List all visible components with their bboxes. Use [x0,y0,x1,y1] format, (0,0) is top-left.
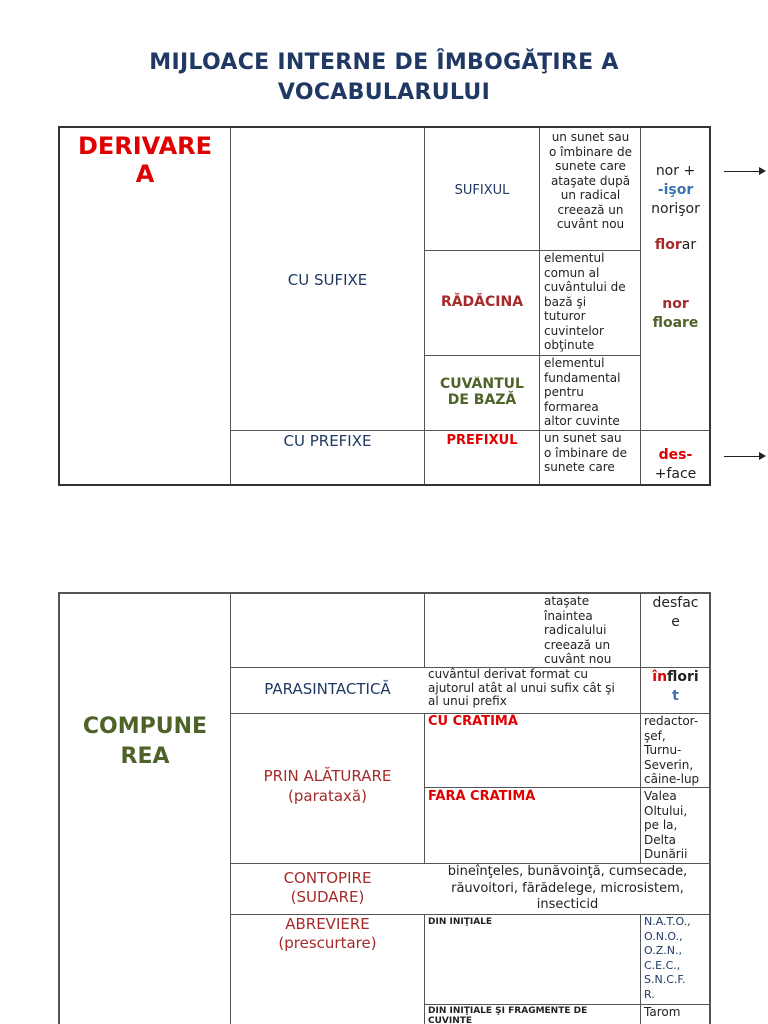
sufixul-term: SUFIXUL [454,182,510,198]
fara-cratima-examples: Valea Oltului, pe la, Delta Dunării [644,789,688,861]
example-florar: florar [654,237,697,253]
example-desface-word: desfac e [652,595,699,630]
example-desface: des- +face [654,447,697,482]
din-initiale-examples: N.A.T.O., O.N.O., O.Z.N., C.E.C., S.N.C.F. R. [644,915,691,1001]
arrow-right-2 [724,456,764,457]
fara-cratima-label: FĂRĂ CRATIMĂ [428,789,536,804]
prefixul-definition: un sunet sau o îmbinare de sunete care [544,431,627,474]
prefix-definition-continued: ataşate înaintea radicalului creează un cuvânt nou [544,594,612,666]
din-initiale-fragmente-label: DIN INIŢIALE ŞI FRAGMENTE DE CUVINTE [428,1006,588,1024]
arrow-right-1 [724,171,764,172]
cuvantul-de-baza-definition: elementul fundamental pentru formarea altor cuvinte [544,356,621,428]
radacina-term: RĂDĂCINA [440,294,524,310]
abreviere-label: ABREVIERE (prescurtare) [278,915,377,952]
prin-alaturare-label: PRIN ALĂTURARE (parataxă) [263,767,392,805]
example-inflorit: înflori t [652,669,699,704]
cuvantul-de-baza-term: CUVÂNTUL DE BAZĂ [440,376,524,408]
contopire-examples: bineînţeles, bunăvoinţă, cumsecade, răuvoitori, fărădelege, microsistem, insecticid [447,864,688,912]
cu-prefixe-label: CU PREFIXE [283,432,372,450]
parasintactica-definition: cuvântul derivat format cu ajutorul atât al unui sufix cât şi al unui prefix [428,668,615,708]
compunerea-heading: COMPUNE REA [82,714,208,769]
derivarea-heading: DERIVARE A [77,132,213,188]
page-title [0,48,768,108]
prefixul-term: PREFIXUL [446,432,518,448]
radacina-definition: elementul comun al cuvântului de bază şi tuturor cuvintelor obţinute [544,251,626,352]
cu-cratima-examples: redactor- şef, Turnu- Severin, câine-lup [644,714,700,786]
parasintactica-label: PARASINTACTICĂ [264,680,391,698]
sufixul-definition: un sunet sau o îmbinare de sunete care ataşate după un radical creează un cuvânt nou [549,130,632,231]
cu-sufixe-label: CU SUFIXE [287,271,368,289]
title-line-2: VOCABULARULUI [277,80,491,105]
contopire-label: CONTOPIRE (SUDARE) [283,869,372,906]
example-nor-floare: nor floare [652,296,699,331]
example-norisor: nor + -işor norişor [651,163,700,217]
cu-cratima-label: CU CRATIMĂ [428,714,518,729]
tarom-example: Tarom [644,1005,681,1019]
din-initiale-label: DIN INIŢIALE [428,917,493,927]
title-line-1: MIJLOACE INTERNE DE ÎMBOGĂŢIRE A [149,50,619,75]
